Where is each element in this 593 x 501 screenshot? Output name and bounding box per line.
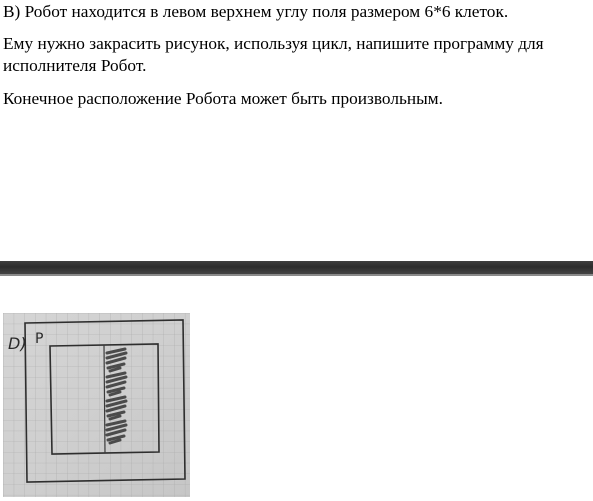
task-statement	[3, 0, 591, 121]
robot-marker: P	[35, 331, 44, 347]
task-line-final-position: Конечное расположение Робота может быть произвольным.	[3, 89, 443, 108]
task-line-instruction: Ему нужно закрасить рисунок, используя цикл, напишите программу для исполнителя Робот.	[3, 34, 544, 75]
task-label: D)	[8, 334, 27, 353]
separator-bar	[0, 261, 593, 274]
task-line-field-size: В) Робот находится в левом верхнем углу поля размером 6*6 клеток.	[3, 2, 509, 21]
robot-field-photo	[3, 313, 190, 497]
paper-grid	[3, 313, 190, 497]
